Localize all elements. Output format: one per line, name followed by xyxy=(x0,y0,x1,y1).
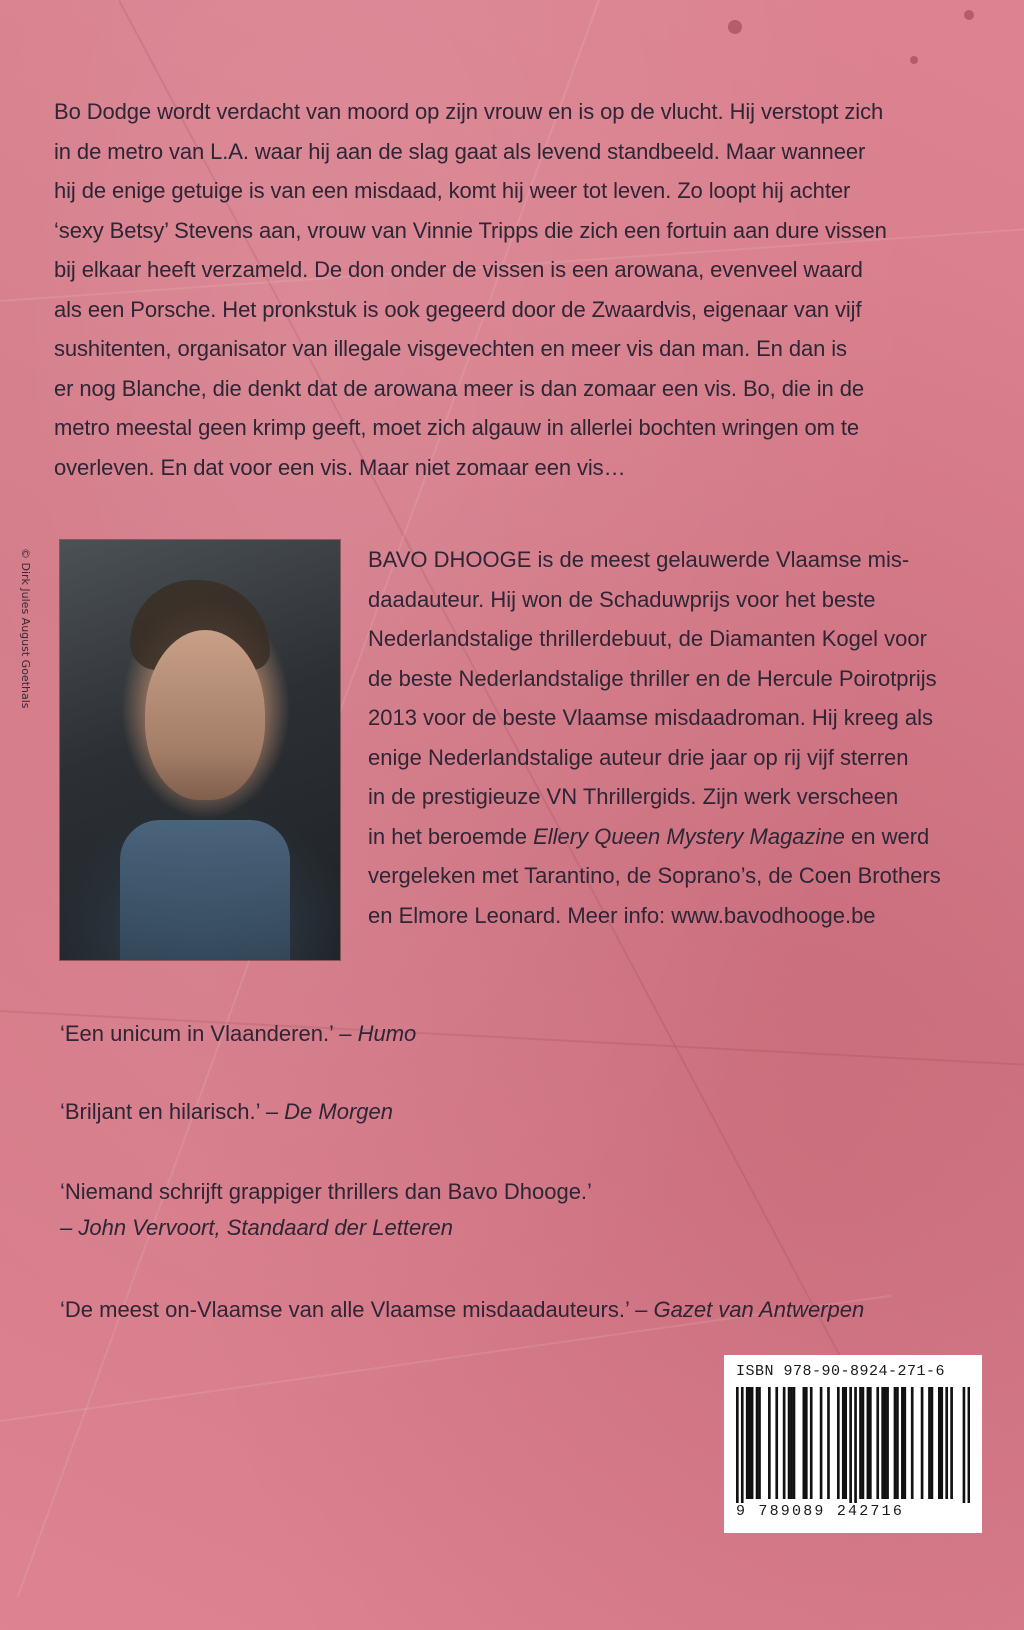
review-quote xyxy=(60,1174,592,1246)
barcode-bar xyxy=(881,1387,884,1499)
barcode-bar xyxy=(793,1387,796,1499)
barcode-bar xyxy=(945,1387,948,1499)
barcode-bar xyxy=(862,1387,865,1499)
barcode-bar xyxy=(748,1387,751,1499)
back-cover-blurb xyxy=(54,92,974,487)
barcode-bar xyxy=(931,1387,934,1499)
blurb-line: bij elkaar heeft verzameld. De don onder de vissen is een arowana, evenveel waard xyxy=(54,257,863,282)
barcode-bar xyxy=(849,1387,852,1505)
photo-scarf xyxy=(120,820,290,960)
barcode-bar xyxy=(751,1387,754,1499)
blurb-line: sushitenten, organisator van illegale visgevechten en meer vis dan man. En dan is xyxy=(54,336,847,361)
barcode-bar xyxy=(963,1387,966,1505)
barcode-bar xyxy=(775,1387,778,1499)
barcode-bar xyxy=(911,1387,914,1499)
quote-source: De Morgen xyxy=(284,1099,394,1124)
barcode-bar xyxy=(968,1387,970,1505)
blurb-line: overleven. En dat voor een vis. Maar niet zomaar een vis… xyxy=(54,454,626,480)
author-photo xyxy=(60,540,340,960)
barcode-digits: 9 789089 242716 xyxy=(736,1503,970,1520)
review-quote xyxy=(60,1292,864,1328)
barcode-bar xyxy=(803,1387,806,1499)
barcode-bar xyxy=(876,1387,879,1499)
barcode-bar xyxy=(805,1387,808,1499)
bio-line: vergeleken met Tarantino, de Soprano’s, de Coen Brothers xyxy=(368,863,941,888)
barcode-bar xyxy=(736,1387,739,1505)
blurb-line: Bo Dodge wordt verdacht van moord op zijn vrouw en is op de vlucht. Hij verstopt zich xyxy=(54,99,884,124)
magazine-title: Ellery Queen Mystery Magazine xyxy=(533,823,845,849)
barcode-bar xyxy=(938,1387,941,1499)
barcode-bar xyxy=(859,1387,862,1499)
quote-text: ‘Niemand schrijft grappiger thrillers dan Bavo Dhooge.’ xyxy=(60,1179,592,1204)
barcode-bar xyxy=(854,1387,857,1505)
barcode-bar xyxy=(886,1387,889,1499)
review-quote xyxy=(60,1016,416,1052)
barcode-bar xyxy=(867,1387,870,1499)
barcode-bar xyxy=(837,1387,840,1499)
isbn-barcode xyxy=(724,1355,982,1533)
barcode-bar xyxy=(790,1387,793,1499)
bio-line: Nederlandstalige thrillerdebuut, de Diamanten Kogel voor xyxy=(368,626,927,651)
barcode-bar xyxy=(820,1387,823,1499)
barcode-bar xyxy=(894,1387,897,1499)
quote-text: ‘Een unicum in Vlaanderen.’ – xyxy=(60,1021,358,1046)
bio-line: en Elmore Leonard. Meer info: www.bavodhooge.be xyxy=(368,902,876,928)
ink-stain xyxy=(910,56,918,64)
ink-stain xyxy=(728,20,742,34)
ink-stain xyxy=(964,10,974,20)
barcode-bar xyxy=(901,1387,904,1499)
barcode-bar xyxy=(827,1387,830,1499)
bio-line: in de prestigieuze VN Thrillergids. Zijn werk verscheen xyxy=(368,784,899,809)
barcode-bar xyxy=(810,1387,813,1499)
bio-line-text: en werd xyxy=(844,823,930,849)
barcode-bar xyxy=(741,1387,744,1505)
barcode-bar xyxy=(950,1387,953,1499)
blurb-line: ‘sexy Betsy’ Stevens aan, vrouw van Vinnie Tripps die zich een fortuin aan dure vissen xyxy=(54,217,887,243)
barcode-bar xyxy=(746,1387,749,1499)
blurb-line: in de metro van L.A. waar hij aan de slag gaat als levend standbeeld. Maar wanneer xyxy=(54,138,866,164)
bio-line xyxy=(368,817,988,857)
author-bio xyxy=(368,540,988,935)
barcode-bar xyxy=(756,1387,759,1499)
blurb-line: hij de enige getuige is van een misdaad, komt hij weer tot leven. Zo loopt hij achter xyxy=(54,178,851,203)
barcode-bar xyxy=(758,1387,761,1499)
barcode-bar xyxy=(921,1387,924,1499)
bio-line: enige Nederlandstalige auteur drie jaar op rij vijf sterren xyxy=(368,744,909,770)
bio-line: BAVO DHOOGE is de meest gelauwerde Vlaamse mis- xyxy=(368,547,910,572)
blurb-line: als een Porsche. Het pronkstuk is ook gegeerd door de Zwaardvis, eigenaar van vijf xyxy=(54,296,862,322)
photo-credit: © Dirk Jules August Goethals xyxy=(19,548,32,709)
quote-source: Gazet van Antwerpen xyxy=(653,1297,865,1322)
review-quote xyxy=(60,1094,393,1130)
isbn-label: ISBN 978-90-8924-271-6 xyxy=(736,1363,946,1380)
bio-line: daadauteur. Hij won de Schaduwprijs voor het beste xyxy=(368,586,876,612)
barcode-bar xyxy=(768,1387,771,1499)
barcode-bars xyxy=(736,1387,970,1505)
barcode-bar xyxy=(788,1387,791,1499)
barcode-bar xyxy=(903,1387,906,1499)
quote-text: ‘Briljant en hilarisch.’ – xyxy=(60,1099,285,1124)
barcode-bar xyxy=(844,1387,847,1499)
quote-text: ‘De meest on-Vlaamse van alle Vlaamse misdaadauteurs.’ – xyxy=(60,1297,654,1322)
barcode-bar xyxy=(940,1387,943,1499)
blurb-line: er nog Blanche, die denkt dat de arowana meer is dan zomaar een vis. Bo, die in de xyxy=(54,375,864,401)
barcode-bar xyxy=(928,1387,931,1499)
barcode-bar xyxy=(884,1387,887,1499)
quote-source: – John Vervoort, Standaard der Letteren xyxy=(60,1215,453,1240)
bio-line: 2013 voor de beste Vlaamse misdaadroman. Hij kreeg als xyxy=(368,705,933,730)
quote-source: Humo xyxy=(357,1021,417,1046)
barcode-bar xyxy=(896,1387,899,1499)
photo-face xyxy=(145,630,265,800)
blurb-line: metro meestal geen krimp geeft, moet zich algauw in allerlei bochten wringen om te xyxy=(54,415,859,440)
barcode-bar xyxy=(783,1387,786,1499)
barcode-bar xyxy=(842,1387,845,1499)
bio-line-text: in het beroemde xyxy=(368,823,534,849)
barcode-bar xyxy=(869,1387,872,1499)
bio-line: de beste Nederlandstalige thriller en de Hercule Poirotprijs xyxy=(368,665,937,691)
